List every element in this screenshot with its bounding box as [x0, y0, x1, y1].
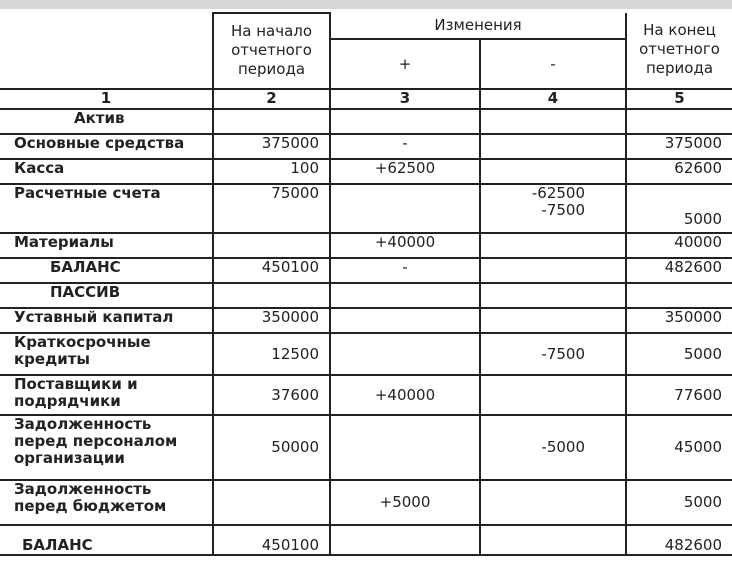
col-number-5: 5	[626, 89, 732, 109]
table-row	[0, 525, 732, 555]
header-changes	[330, 13, 626, 39]
row-minus	[480, 283, 626, 308]
table-row	[0, 308, 732, 333]
row-start: 75000	[213, 184, 330, 233]
row-label: Основные средства	[0, 134, 213, 159]
row-end: 62600	[626, 159, 732, 184]
row-label: Касса	[0, 159, 213, 184]
header-plus	[330, 39, 480, 89]
row-start: 450100	[213, 525, 330, 555]
row-label: Уставный капитал	[0, 308, 213, 333]
table-row	[0, 415, 732, 480]
row-plus	[330, 184, 480, 233]
row-end: 77600	[626, 375, 732, 415]
table-row	[0, 233, 732, 258]
row-end: 5000	[626, 184, 732, 233]
row-plus: -	[330, 258, 480, 283]
row-minus	[480, 159, 626, 184]
row-minus	[480, 480, 626, 525]
row-start	[213, 233, 330, 258]
row-minus	[480, 525, 626, 555]
row-start	[213, 109, 330, 134]
header-plus-text: +	[398, 54, 412, 73]
row-label: ПАССИВ	[0, 283, 213, 308]
header-changes-text: Изменения	[434, 16, 522, 34]
row-plus	[330, 308, 480, 333]
row-end: 482600	[626, 525, 732, 555]
row-end: 40000	[626, 233, 732, 258]
row-end: 350000	[626, 308, 732, 333]
row-minus	[480, 308, 626, 333]
balance-table-wrapper	[0, 12, 732, 556]
row-start: 100	[213, 159, 330, 184]
row-minus	[480, 258, 626, 283]
row-start: 37600	[213, 375, 330, 415]
row-end	[626, 109, 732, 134]
row-label: Краткосрочные кредиты	[0, 333, 213, 375]
row-minus	[480, 109, 626, 134]
row-label: БАЛАНС	[0, 525, 213, 555]
table-row	[0, 184, 732, 233]
row-minus-value-1: -62500	[531, 184, 586, 202]
row-end: 375000	[626, 134, 732, 159]
col-number-3: 3	[330, 89, 480, 109]
row-label: Задолженность перед персоналом организации	[0, 415, 213, 480]
row-plus: +40000	[330, 233, 480, 258]
row-label: Задолженность перед бюджетом	[0, 480, 213, 525]
row-start: 50000	[213, 415, 330, 480]
row-label: БАЛАНС	[0, 258, 213, 283]
table-row	[0, 375, 732, 415]
row-start: 375000	[213, 134, 330, 159]
table-row	[0, 159, 732, 184]
col-number-2: 2	[213, 89, 330, 109]
header-start-period	[213, 13, 330, 89]
row-end: 482600	[626, 258, 732, 283]
table-row	[0, 283, 732, 308]
col-number-4: 4	[480, 89, 626, 109]
row-minus	[480, 233, 626, 258]
row-start: 450100	[213, 258, 330, 283]
table-row	[0, 134, 732, 159]
row-minus: -5000	[480, 415, 626, 480]
col-number-1: 1	[0, 89, 213, 109]
row-minus-value-2: -7500	[541, 201, 586, 219]
row-plus	[330, 415, 480, 480]
row-label: Материалы	[0, 233, 213, 258]
row-label: Расчетные счета	[0, 184, 213, 233]
row-minus	[480, 134, 626, 159]
row-minus-stack	[480, 184, 626, 233]
top-border-strip	[0, 0, 732, 9]
row-start	[213, 283, 330, 308]
row-end: 45000	[626, 415, 732, 480]
row-start: 12500	[213, 333, 330, 375]
table-row	[0, 480, 732, 525]
row-plus: -	[330, 134, 480, 159]
row-label: Поставщики и подрядчики	[0, 375, 213, 415]
table-row	[0, 333, 732, 375]
row-plus	[330, 525, 480, 555]
row-minus	[480, 375, 626, 415]
row-plus: +5000	[330, 480, 480, 525]
header-minus-text: -	[550, 54, 556, 73]
row-plus	[330, 283, 480, 308]
header-minus	[480, 39, 626, 89]
row-start	[213, 480, 330, 525]
row-plus	[330, 109, 480, 134]
table-row	[0, 258, 732, 283]
table-row	[0, 109, 732, 134]
row-plus: +62500	[330, 159, 480, 184]
row-start: 350000	[213, 308, 330, 333]
header-end-text: На конец отчетного периода	[639, 21, 720, 77]
row-end	[626, 283, 732, 308]
row-plus: +40000	[330, 375, 480, 415]
header-end-period	[626, 13, 732, 89]
header-start-text: На начало отчетного периода	[230, 22, 313, 78]
header-blank-cell	[0, 13, 213, 89]
balance-table	[0, 12, 732, 556]
row-end: 5000	[626, 480, 732, 525]
row-minus: -7500	[480, 333, 626, 375]
row-label: Актив	[0, 109, 213, 134]
row-plus	[330, 333, 480, 375]
row-end: 5000	[626, 333, 732, 375]
